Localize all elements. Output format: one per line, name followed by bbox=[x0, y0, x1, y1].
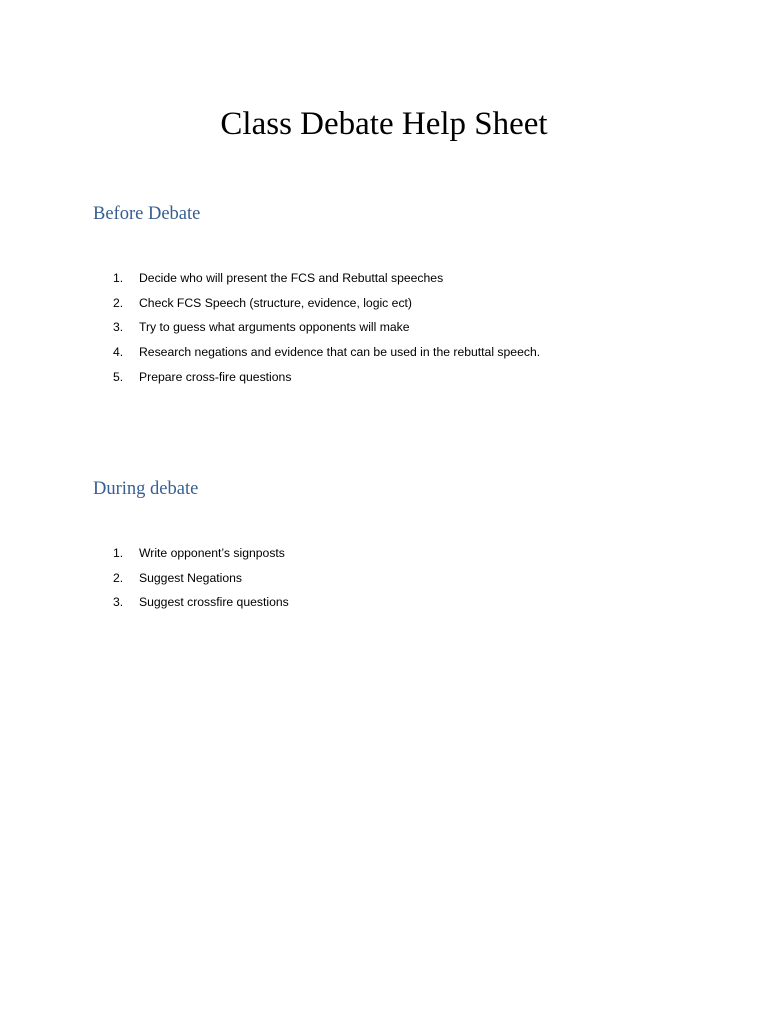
list-item-number: 2. bbox=[113, 570, 124, 585]
list-item-number: 2. bbox=[113, 295, 124, 310]
section-heading-during-debate: During debate bbox=[93, 479, 199, 499]
list-item-number: 1. bbox=[113, 546, 124, 560]
list-item bbox=[113, 545, 289, 570]
list-item bbox=[113, 369, 540, 394]
page-title: Class Debate Help Sheet bbox=[220, 106, 548, 142]
list-item-number: 4. bbox=[113, 345, 124, 360]
list-item-text: Try to guess what arguments opponents will make bbox=[139, 320, 410, 335]
list-item-text: Research negations and evidence that can be used in the rebuttal speech. bbox=[139, 345, 541, 360]
list-item-number: 1. bbox=[113, 271, 124, 285]
list-item-number: 3. bbox=[113, 595, 124, 610]
section-heading-before-debate: Before Debate bbox=[93, 204, 201, 224]
list-item bbox=[113, 344, 540, 369]
list-item-text: Decide who will present the FCS and Rebuttal speeches bbox=[139, 271, 444, 285]
list-item-text: Suggest crossfire questions bbox=[139, 595, 289, 610]
list-item bbox=[113, 319, 540, 344]
list-item bbox=[113, 270, 540, 295]
list-item-text: Write opponent’s signposts bbox=[139, 546, 285, 560]
list-item-text: Prepare cross-fire questions bbox=[139, 369, 292, 384]
before-debate-list bbox=[113, 270, 540, 393]
list-item-number: 3. bbox=[113, 320, 124, 335]
list-item-text: Suggest Negations bbox=[139, 570, 242, 585]
during-debate-list bbox=[113, 545, 289, 619]
list-item bbox=[113, 594, 289, 619]
list-item bbox=[113, 295, 540, 320]
list-item-number: 5. bbox=[113, 369, 124, 384]
list-item-text: Check FCS Speech (structure, evidence, logic ect) bbox=[139, 295, 412, 310]
list-item bbox=[113, 570, 289, 595]
